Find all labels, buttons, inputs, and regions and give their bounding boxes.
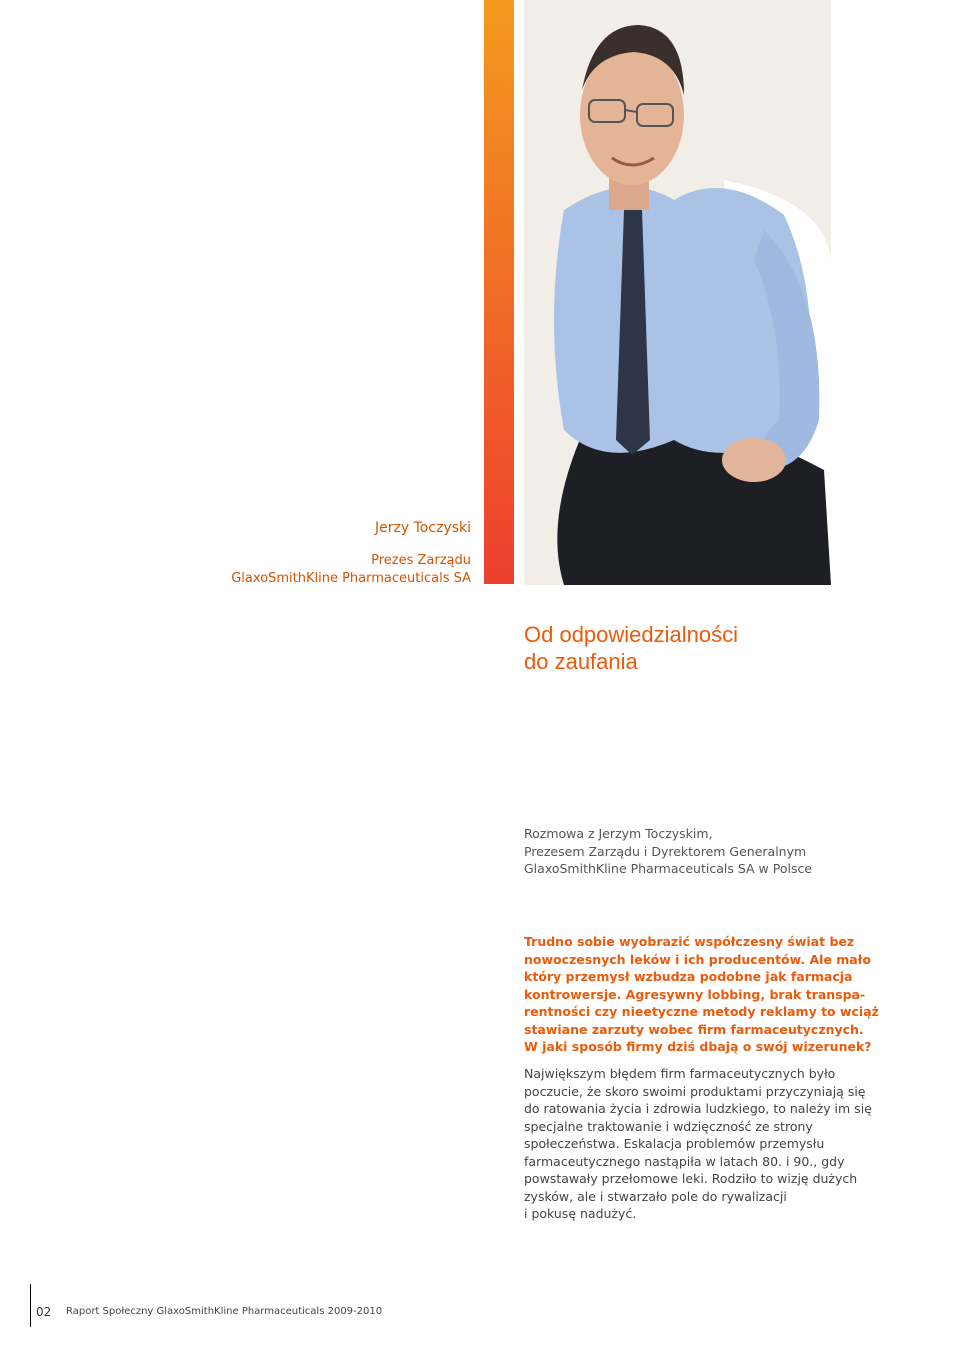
orange-accent-band	[484, 0, 514, 584]
footer-report-title: Raport Społeczny GlaxoSmithKline Pharmaceuticals 2009-2010	[66, 1306, 383, 1317]
interview-question	[524, 933, 924, 1056]
portrait-photo	[524, 0, 831, 585]
answer-line: do ratowania życia i zdrowia ludzkiego, to należy im się	[524, 1101, 872, 1116]
article-title-line: Od odpowiedzialności	[524, 622, 739, 647]
question-line: rentności czy nieetyczne metody reklamy to wciąż	[524, 1004, 879, 1019]
question-line: kontrowersje. Agresywny lobbing, brak transpa-	[524, 986, 866, 1002]
answer-line: poczucie, że skoro swoimi produktami przyczyniają się	[524, 1083, 866, 1099]
question-line: nowoczesnych leków i ich producentów. Ale mało	[524, 951, 871, 967]
article-title-line: do zaufania	[524, 649, 638, 674]
question-line: który przemysł wzbudza podobne jak farmacja	[524, 969, 853, 984]
person-role-title: Prezes Zarządu	[371, 553, 471, 568]
answer-line: specjalne traktowanie i wdzięczność ze strony	[524, 1118, 813, 1134]
intro-line: Rozmowa z Jerzym Toczyskim,	[524, 826, 713, 841]
answer-line: zysków, ale i stwarzało pole do rywalizacji	[524, 1188, 787, 1204]
question-line: Trudno sobie wyobrazić współczesny świat bez	[524, 934, 855, 949]
question-line: W jaki sposób firmy dziś dbają o swój wizerunek?	[524, 1039, 872, 1054]
interview-intro	[524, 825, 924, 878]
answer-line: Największym błędem firm farmaceutycznych było	[524, 1066, 836, 1081]
answer-line: społeczeństwa. Eskalacja problemów przemysłu	[524, 1136, 825, 1151]
person-name: Jerzy Toczyski	[375, 520, 471, 536]
page-number: 02	[36, 1305, 52, 1319]
portrait-illustration	[524, 0, 831, 585]
question-line: stawiane zarzuty wobec firm farmaceutycznych.	[524, 1021, 864, 1037]
person-company: GlaxoSmithKline Pharmaceuticals SA	[231, 571, 471, 586]
answer-line: powstawały przełomowe leki. Rodziło to wizję dużych	[524, 1171, 858, 1186]
article-title	[524, 621, 924, 675]
intro-line: Prezesem Zarządu i Dyrektorem Generalnym	[524, 843, 807, 859]
portrait-caption	[231, 520, 471, 588]
intro-line: GlaxoSmithKline Pharmaceuticals SA w Polsce	[524, 861, 813, 876]
answer-line: farmaceutycznego nastąpiła w latach 80. i 90., gdy	[524, 1153, 845, 1169]
interview-answer	[524, 1065, 924, 1223]
footer-divider	[30, 1284, 31, 1327]
answer-line: i pokusę nadużyć.	[524, 1206, 637, 1221]
